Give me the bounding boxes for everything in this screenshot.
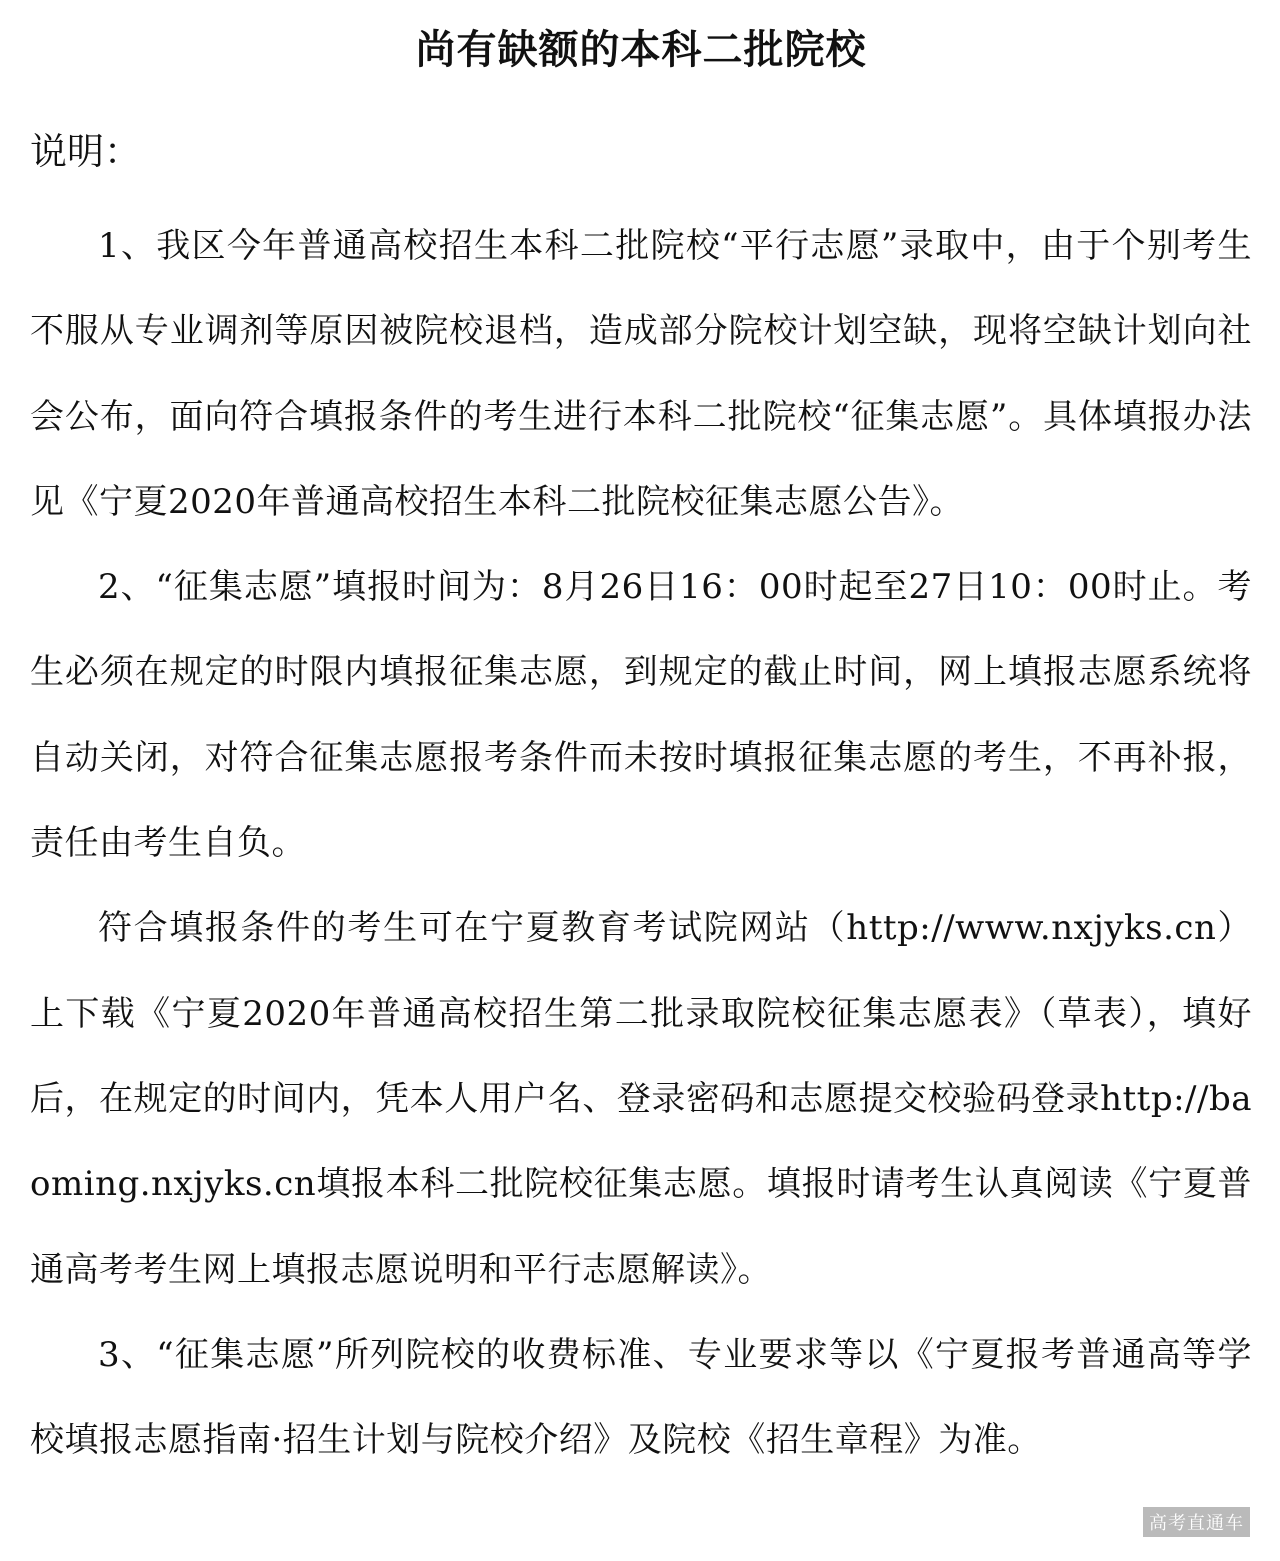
document-page [30, 0, 1252, 1561]
section-label: 说明： [30, 130, 141, 173]
paragraph-3: 符合填报条件的考生可在宁夏教育考试院网站（http://www.nxjyks.cn）上下载《宁夏2020年普通高校招生第二批录取院校征集志愿表》（草表），填好后，在规定的时间内，凭本人用户名、登录密码和志愿提交校验码登录http://baoming.nxjyks.cn填报本科二批院校征集志愿。填报时请考生认真阅读《宁夏普通高考考生网上填报志愿说明和平行志愿解读》。 [30, 908, 1252, 1290]
paragraph-2: 2、“征集志愿”填报时间为：8月26日16：00时起至27日10：00时止。考生必须在规定的时限内填报征集志愿，到规定的截止时间，网上填报志愿系统将自动关闭，对符合征集志愿报考条件而未按时填报征集志愿的考生，不再补报，责任由考生自负。 [30, 567, 1252, 864]
watermark: 高考直通车 [1143, 1507, 1250, 1537]
page-title: 尚有缺额的本科二批院校 [415, 26, 867, 73]
paragraph-4: 3、“征集志愿”所列院校的收费标准、专业要求等以《宁夏报考普通高等学校填报志愿指南·招生计划与院校介绍》及院校《招生章程》为准。 [30, 1334, 1252, 1461]
paragraph-1: 1、我区今年普通高校招生本科二批院校“平行志愿”录取中，由于个别考生不服从专业调剂等原因被院校退档，造成部分院校计划空缺，现将空缺计划向社会公布，面向符合填报条件的考生进行本科二批院校“征集志愿”。具体填报办法见《宁夏2020年普通高校招生本科二批院校征集志愿公告》。 [30, 226, 1252, 522]
